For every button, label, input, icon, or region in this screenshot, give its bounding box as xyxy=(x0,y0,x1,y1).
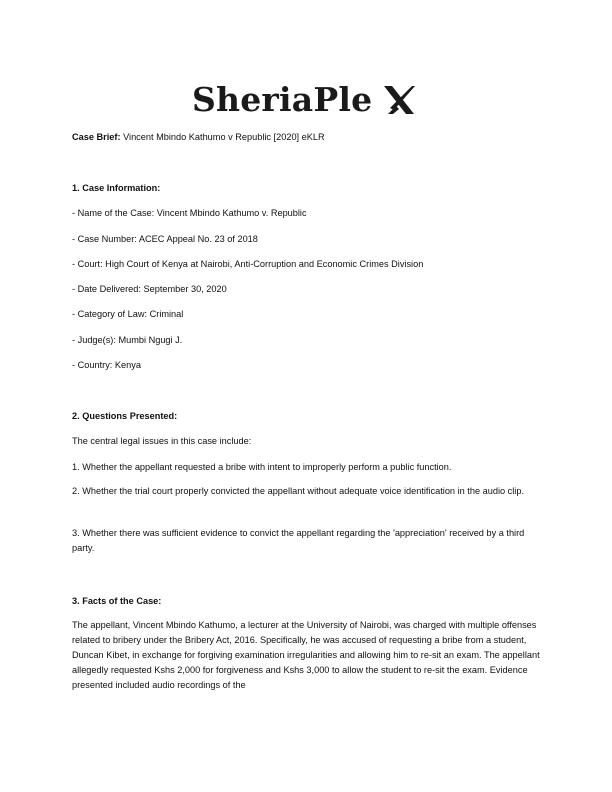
x-mark-icon xyxy=(382,84,416,116)
info-item: - Judge(s): Mumbi Ngugi J. xyxy=(72,335,183,345)
info-item: - Court: High Court of Kenya at Nairobi, Anti-Corruption and Economic Crimes Division xyxy=(72,259,424,269)
case-brief-title: Vincent Mbindo Kathumo v Republic [2020] eKLR xyxy=(120,132,325,142)
questions-intro: The central legal issues in this case include: xyxy=(72,436,252,446)
question-item: 2. Whether the trial court properly convicted the appellant without adequate voice identification in the audio clip. xyxy=(72,486,524,496)
logo-text: SheriaPle xyxy=(192,80,373,119)
info-item: - Case Number: ACEC Appeal No. 23 of 2018 xyxy=(72,234,258,244)
section-heading: 2. Questions Presented: xyxy=(72,411,178,421)
info-item: - Name of the Case: Vincent Mbindo Kathumo v. Republic xyxy=(72,208,307,218)
case-brief-label: Case Brief: xyxy=(72,132,121,142)
info-item: - Country: Kenya xyxy=(72,360,141,370)
section-heading: 3. Facts of the Case: xyxy=(72,596,162,606)
question-item: 1. Whether the appellant requested a bribe with intent to improperly perform a public function. xyxy=(72,462,452,472)
section-heading: 1. Case Information: xyxy=(72,183,161,193)
info-item: - Date Delivered: September 30, 2020 xyxy=(72,284,227,294)
question-item: 3. Whether there was sufficient evidence to convict the appellant regarding the 'appreciation' received by a third party. xyxy=(72,528,525,553)
sheriaplex-logo xyxy=(192,80,422,120)
case-brief-line xyxy=(72,130,325,144)
facts-body: The appellant, Vincent Mbindo Kathumo, a lecturer at the University of Nairobi, was charged with multiple offenses related to bribery under the Bribery Act, 2016. Specifically, he was accused of requesting a bribe from a student, Duncan Kibet, in exchange for forgiving examination irregularities and allowing him to re-sit an exam. The appellant allegedly requested Kshs 2,000 for forgiveness and Kshs 3,000 to allow the student to re-sit the exam. Evidence presented included audio recordings of the xyxy=(72,620,540,690)
info-item: - Category of Law: Criminal xyxy=(72,309,184,319)
